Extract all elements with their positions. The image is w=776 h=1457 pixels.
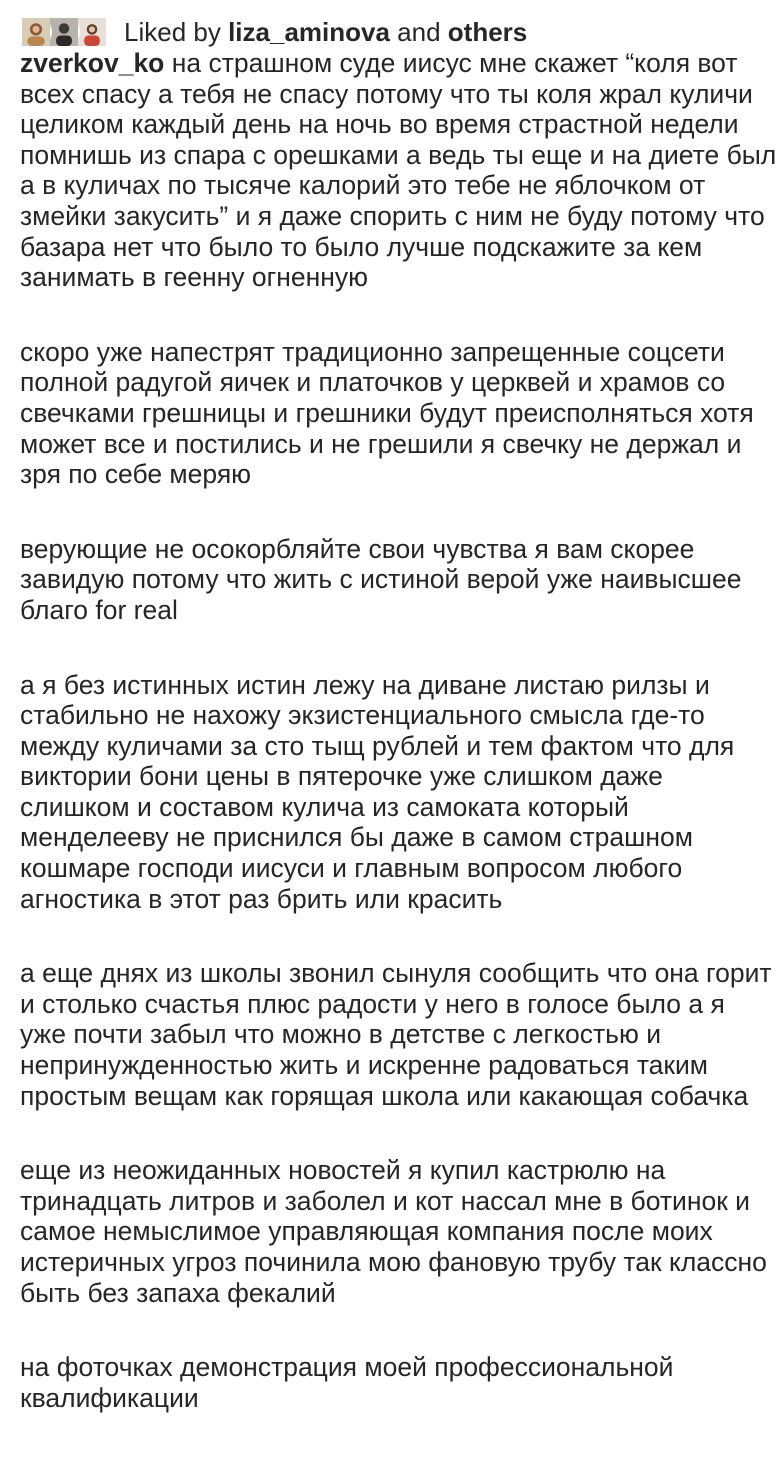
caption-line: а еще днях из школы звонил сынуля сообщить что она горит	[20, 958, 772, 989]
caption-line: благо for real	[20, 594, 178, 625]
caption-line: и столько счастья плюс радости у него в голосе было а я	[20, 988, 725, 1019]
caption-line: базара нет что было то было лучше подскажите за кем	[20, 231, 703, 262]
caption-line: всех спасу а тебя не спасу потому что ты коля жрал куличи	[20, 78, 753, 109]
caption-paragraph	[20, 533, 742, 626]
caption-line: самое немыслимое управляющая компания после моих	[20, 1216, 713, 1247]
caption-line: простым вещам как горящая школа или какающая собачка	[20, 1080, 749, 1111]
likes-others-link[interactable]: others	[447, 17, 528, 47]
caption-line: уже почти забыл что можно в детстве с легкостью и	[20, 1019, 662, 1050]
caption-line: еще из неожиданных новостей я купил кастрюлю на	[20, 1155, 666, 1186]
caption-line: тринадцать литров и заболел и кот нассал мне в ботинок и	[20, 1185, 750, 1216]
caption-line: кошмаре господи иисуси и главным вопросом любого	[20, 853, 683, 884]
caption-line: виктории бони цены в пятерочке уже слишком даже	[20, 761, 663, 792]
caption-paragraph	[20, 1352, 715, 1413]
caption-paragraph	[20, 48, 776, 293]
caption-line: завидую потому что жить с истиной верой уже наивысшее	[20, 564, 742, 595]
likes-prefix: Liked by	[124, 17, 221, 47]
liker-avatars[interactable]	[20, 14, 116, 50]
caption-line: истеричных угроз починила мою фановую трубу так классно	[20, 1247, 767, 1277]
caption-line: скоро уже напестрят традиционно запрещенные соцсети	[20, 336, 725, 367]
caption-line: на фоточках демонстрация моей профессиональной	[20, 1352, 674, 1383]
caption-line: агностика в этот раз брить или красить	[20, 883, 503, 914]
likes-summary[interactable]	[124, 14, 527, 50]
caption-line: помнишь из спара с орешками а ведь ты еще и на диете был	[20, 139, 776, 170]
likes-row	[20, 14, 527, 50]
caption-line: быть без запаха фекалий	[20, 1277, 336, 1308]
avatar[interactable]	[76, 16, 108, 48]
caption-line: свечками грешницы и грешники будут преисполняться хотя	[20, 397, 754, 428]
caption-line: может все и постились и не грешили я свечку не держал и	[20, 428, 742, 459]
caption-paragraph	[20, 958, 772, 1111]
post-author-username[interactable]: zverkov_ko	[20, 48, 165, 78]
caption-paragraph	[20, 669, 735, 915]
caption-line: квалификации	[20, 1382, 199, 1413]
likes-connector: and	[397, 17, 441, 47]
post-caption	[20, 48, 776, 1457]
caption-paragraph	[20, 336, 754, 490]
caption-line: верующие не осокорбляйте свои чувства я вам скорее	[20, 533, 695, 564]
caption-text: на страшном суде иисус мне скажет “коля вот	[164, 48, 738, 78]
caption-line: менделееву не приснился бы даже в самом страшном	[20, 822, 693, 853]
caption-line: между куличами за сто тыщ рублей и тем фактом что для	[20, 730, 735, 761]
caption-line: слишком и составом кулича из самоката который	[20, 791, 629, 822]
liker-username-link[interactable]: liza_aminova	[228, 17, 390, 47]
caption-line: полной радугой яичек и платочков у церквей и храмов со	[20, 367, 726, 398]
caption-line: а я без истинных истин лежу на диване листаю рилзы и	[20, 669, 710, 700]
caption-line: зря по себе меряю	[20, 459, 252, 490]
avatar[interactable]	[48, 16, 80, 48]
caption-paragraph	[20, 1155, 767, 1308]
caption-line: змейки закусить” и я даже спорить с ним не буду потому что	[20, 200, 765, 231]
caption-line: целиком каждый день на ночь во время страстной недели	[20, 109, 739, 140]
caption-line: а в куличах по тысяче калорий это тебе не яблочком от	[20, 170, 706, 201]
avatar[interactable]	[20, 16, 52, 48]
caption-line: непринужденностью жить и искренне радоваться таким	[20, 1050, 709, 1081]
caption-line: стабильно не нахожу экзистенциального смысла где-то	[20, 700, 705, 731]
caption-line: занимать в геенну огненную	[20, 262, 369, 293]
caption-line	[20, 48, 738, 79]
